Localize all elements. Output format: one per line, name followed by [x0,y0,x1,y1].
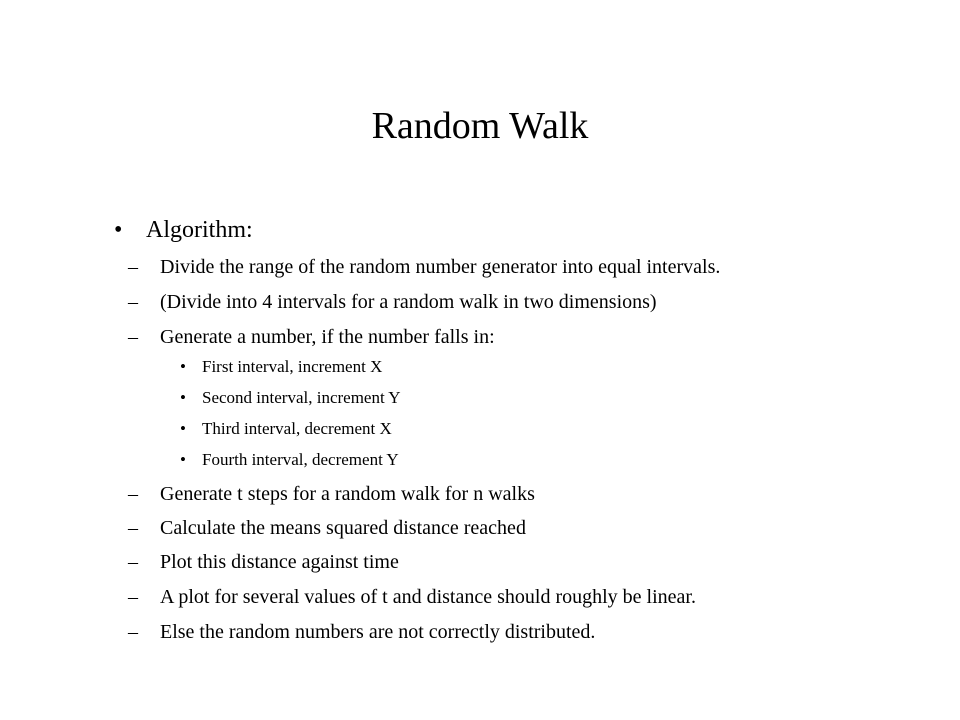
dash-icon: – [128,621,138,643]
step-text: Else the random numbers are not correctly distributed. [160,621,596,643]
step-text: Generate t steps for a random walk for n walks [160,483,535,505]
dash-icon: – [128,517,138,539]
interval-text: Third interval, decrement X [202,419,392,438]
dot-icon: • [180,357,186,376]
step-text: Divide the range of the random number generator into equal intervals. [160,256,721,278]
dash-icon: – [128,326,138,348]
step-text: Generate a number, if the number falls in: [160,326,495,348]
dash-icon: – [128,551,138,573]
interval-text: Second interval, increment Y [202,388,401,407]
interval-text: First interval, increment X [202,357,383,376]
dash-icon: – [128,256,138,278]
slide-title: Random Walk [371,105,589,147]
step-text: Plot this distance against time [160,551,399,573]
dash-icon: – [128,291,138,313]
dot-icon: • [180,419,186,438]
dash-icon: – [128,586,138,608]
bullet-icon: • [114,217,123,243]
step-text: (Divide into 4 intervals for a random walk in two dimensions) [160,291,657,313]
dot-icon: • [180,450,186,469]
step-text: A plot for several values of t and distance should roughly be linear. [160,586,696,608]
interval-text: Fourth interval, decrement Y [202,450,399,469]
dot-icon: • [180,388,186,407]
step-text: Calculate the means squared distance reached [160,517,526,539]
dash-icon: – [128,483,138,505]
bullet-text: Algorithm: [146,217,253,243]
